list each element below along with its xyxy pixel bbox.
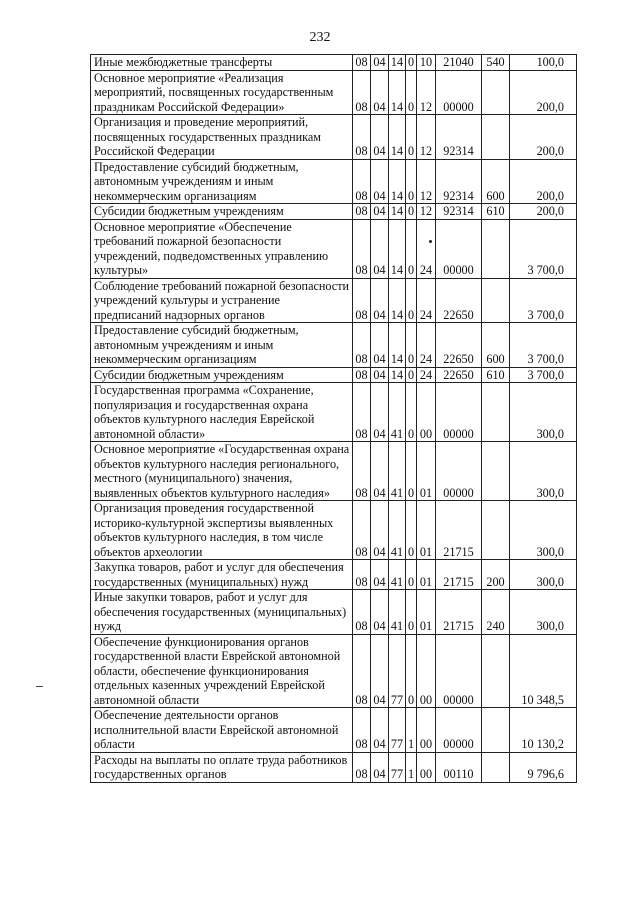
table-row <box>91 560 577 590</box>
subsection-code: 04 <box>371 383 389 442</box>
subsection-code: 04 <box>371 590 389 635</box>
direction-code: 92314 <box>436 115 482 160</box>
direction-code: 21715 <box>436 501 482 560</box>
table-row <box>91 115 577 160</box>
section-code: 08 <box>353 367 371 383</box>
table-row <box>91 159 577 204</box>
amount: 10 130,2 <box>510 708 577 753</box>
subsection-code: 04 <box>371 634 389 708</box>
expense-type-code <box>482 219 510 278</box>
expense-name: Основное мероприятие «Реализация мероприятий, посвященных государственным праздникам Российской Федерации» <box>91 70 353 115</box>
table-row <box>91 219 577 278</box>
expense-name: Предоставление субсидий бюджетным, автономным учреждениям и иным некоммерческим организациям <box>91 159 353 204</box>
expense-name: Организация проведения государственной историко-культурной экспертизы выявленных объектов культурного наследия, в том числе объектов археологии <box>91 501 353 560</box>
expense-name: Обеспечение деятельности органов исполнительной власти Еврейской автономной области <box>91 708 353 753</box>
expense-name: Соблюдение требований пожарной безопасности учреждений культуры и устранение предписаний надзорных органов <box>91 278 353 323</box>
expense-type-code <box>482 383 510 442</box>
event-code: 01 <box>417 501 436 560</box>
amount: 300,0 <box>510 560 577 590</box>
subprogram-code: 0 <box>406 219 417 278</box>
table-row <box>91 708 577 753</box>
section-code: 08 <box>353 590 371 635</box>
event-code: 24 <box>417 278 436 323</box>
subprogram-code: 0 <box>406 323 417 368</box>
program-code: 41 <box>389 383 406 442</box>
subprogram-code: 0 <box>406 55 417 71</box>
subprogram-code: 1 <box>406 752 417 782</box>
table-row <box>91 442 577 501</box>
expense-name: Организация и проведение мероприятий, посвященных государственных праздникам Российской Федерации <box>91 115 353 160</box>
program-code: 14 <box>389 204 406 220</box>
program-code: 14 <box>389 115 406 160</box>
expense-type-code: 240 <box>482 590 510 635</box>
event-code: 24 <box>417 219 436 278</box>
expense-type-code: 610 <box>482 367 510 383</box>
expense-name: Иные закупки товаров, работ и услуг для обеспечения государственных (муниципальных) нужд <box>91 590 353 635</box>
subsection-code: 04 <box>371 323 389 368</box>
direction-code: 00000 <box>436 383 482 442</box>
direction-code: 21715 <box>436 590 482 635</box>
event-code: 01 <box>417 442 436 501</box>
amount: 300,0 <box>510 442 577 501</box>
expense-type-code <box>482 442 510 501</box>
table-row <box>91 323 577 368</box>
amount: 300,0 <box>510 383 577 442</box>
amount: 300,0 <box>510 501 577 560</box>
subprogram-code: 0 <box>406 442 417 501</box>
program-code: 77 <box>389 634 406 708</box>
subsection-code: 04 <box>371 752 389 782</box>
amount: 300,0 <box>510 590 577 635</box>
program-code: 41 <box>389 590 406 635</box>
amount: 200,0 <box>510 204 577 220</box>
program-code: 14 <box>389 323 406 368</box>
subprogram-code: 0 <box>406 159 417 204</box>
expense-name: Закупка товаров, работ и услуг для обеспечения государственных (муниципальных) нужд <box>91 560 353 590</box>
table-row <box>91 278 577 323</box>
subsection-code: 04 <box>371 115 389 160</box>
program-code: 14 <box>389 278 406 323</box>
expense-name: Расходы на выплаты по оплате труда работников государственных органов <box>91 752 353 782</box>
table-row <box>91 55 577 71</box>
subsection-code: 04 <box>371 70 389 115</box>
amount: 200,0 <box>510 115 577 160</box>
event-code: 00 <box>417 752 436 782</box>
subprogram-code: 0 <box>406 367 417 383</box>
section-code: 08 <box>353 219 371 278</box>
direction-code: 22650 <box>436 323 482 368</box>
amount: 3 700,0 <box>510 219 577 278</box>
amount: 3 700,0 <box>510 278 577 323</box>
amount: 3 700,0 <box>510 323 577 368</box>
subsection-code: 04 <box>371 560 389 590</box>
program-code: 14 <box>389 55 406 71</box>
expense-type-code: 200 <box>482 560 510 590</box>
subsection-code: 04 <box>371 501 389 560</box>
subprogram-code: 0 <box>406 590 417 635</box>
subsection-code: 04 <box>371 367 389 383</box>
section-code: 08 <box>353 442 371 501</box>
amount: 200,0 <box>510 159 577 204</box>
expense-type-code <box>482 501 510 560</box>
program-code: 41 <box>389 442 406 501</box>
expense-type-code <box>482 752 510 782</box>
program-code: 41 <box>389 560 406 590</box>
margin-mark <box>36 686 43 687</box>
program-code: 77 <box>389 752 406 782</box>
table-row <box>91 383 577 442</box>
expense-name: Обеспечение функционирования органов государственной власти Еврейской автономной области, обеспечение функционирования отдельных казенных учреждений Еврейской автономной области <box>91 634 353 708</box>
program-code: 41 <box>389 501 406 560</box>
table-row <box>91 501 577 560</box>
event-code: 12 <box>417 204 436 220</box>
amount: 10 348,5 <box>510 634 577 708</box>
direction-code: 00000 <box>436 442 482 501</box>
amount: 100,0 <box>510 55 577 71</box>
program-code: 14 <box>389 70 406 115</box>
subprogram-code: 0 <box>406 634 417 708</box>
section-code: 08 <box>353 560 371 590</box>
section-code: 08 <box>353 752 371 782</box>
subprogram-code: 0 <box>406 204 417 220</box>
table-row <box>91 204 577 220</box>
expense-type-code: 600 <box>482 323 510 368</box>
subsection-code: 04 <box>371 55 389 71</box>
table-row <box>91 590 577 635</box>
direction-code: 21040 <box>436 55 482 71</box>
program-code: 77 <box>389 708 406 753</box>
direction-code: 22650 <box>436 278 482 323</box>
expense-type-code <box>482 634 510 708</box>
subprogram-code: 0 <box>406 501 417 560</box>
event-code: 24 <box>417 323 436 368</box>
amount: 3 700,0 <box>510 367 577 383</box>
table-row <box>91 70 577 115</box>
direction-code: 00000 <box>436 708 482 753</box>
section-code: 08 <box>353 115 371 160</box>
subsection-code: 04 <box>371 278 389 323</box>
expense-name: Основное мероприятие «Государственная охрана объектов культурного наследия регионального, местного (муниципального) значения, выявленных объектов культурного наследия» <box>91 442 353 501</box>
subsection-code: 04 <box>371 442 389 501</box>
expense-type-code: 600 <box>482 159 510 204</box>
section-code: 08 <box>353 383 371 442</box>
section-code: 08 <box>353 501 371 560</box>
section-code: 08 <box>353 55 371 71</box>
event-code: 01 <box>417 560 436 590</box>
subprogram-code: 0 <box>406 115 417 160</box>
page-number: 232 <box>309 30 331 45</box>
direction-code: 92314 <box>436 159 482 204</box>
table-row <box>91 634 577 708</box>
program-code: 14 <box>389 367 406 383</box>
expense-name: Иные межбюджетные трансферты <box>91 55 353 71</box>
expense-type-code: 610 <box>482 204 510 220</box>
expense-type-code <box>482 278 510 323</box>
section-code: 08 <box>353 708 371 753</box>
expense-name: Государственная программа «Сохранение, популяризация и государственная охрана объектов культурного наследия Еврейской автономной области» <box>91 383 353 442</box>
event-code: 12 <box>417 70 436 115</box>
direction-code: 21715 <box>436 560 482 590</box>
event-code: 10 <box>417 55 436 71</box>
section-code: 08 <box>353 70 371 115</box>
section-code: 08 <box>353 278 371 323</box>
subsection-code: 04 <box>371 708 389 753</box>
amount: 200,0 <box>510 70 577 115</box>
budget-table-body <box>91 55 577 783</box>
subsection-code: 04 <box>371 159 389 204</box>
section-code: 08 <box>353 634 371 708</box>
direction-code: 00000 <box>436 70 482 115</box>
section-code: 08 <box>353 323 371 368</box>
section-code: 08 <box>353 159 371 204</box>
amount: 9 796,6 <box>510 752 577 782</box>
subprogram-code: 0 <box>406 278 417 323</box>
event-code: 12 <box>417 159 436 204</box>
table-row <box>91 752 577 782</box>
direction-code: 00110 <box>436 752 482 782</box>
subprogram-code: 0 <box>406 383 417 442</box>
event-code: 01 <box>417 590 436 635</box>
subprogram-code: 0 <box>406 70 417 115</box>
direction-code: 00000 <box>436 634 482 708</box>
expense-name: Основное мероприятие «Обеспечение требований пожарной безопасности учреждений, подведомственных управлению культуры» <box>91 219 353 278</box>
table-row <box>91 367 577 383</box>
expense-type-code <box>482 708 510 753</box>
expense-name: Субсидии бюджетным учреждениям <box>91 204 353 220</box>
expense-name: Субсидии бюджетным учреждениям <box>91 367 353 383</box>
event-code: 00 <box>417 383 436 442</box>
expense-type-code <box>482 115 510 160</box>
stray-dot-mark <box>429 240 432 243</box>
event-code: 00 <box>417 634 436 708</box>
program-code: 14 <box>389 219 406 278</box>
direction-code: 92314 <box>436 204 482 220</box>
program-code: 14 <box>389 159 406 204</box>
subsection-code: 04 <box>371 204 389 220</box>
expense-name: Предоставление субсидий бюджетным, автономным учреждениям и иным некоммерческим организациям <box>91 323 353 368</box>
budget-table <box>90 54 577 783</box>
subprogram-code: 1 <box>406 708 417 753</box>
subprogram-code: 0 <box>406 560 417 590</box>
event-code: 00 <box>417 708 436 753</box>
event-code: 12 <box>417 115 436 160</box>
subsection-code: 04 <box>371 219 389 278</box>
expense-type-code <box>482 70 510 115</box>
direction-code: 00000 <box>436 219 482 278</box>
section-code: 08 <box>353 204 371 220</box>
expense-type-code: 540 <box>482 55 510 71</box>
direction-code: 22650 <box>436 367 482 383</box>
event-code: 24 <box>417 367 436 383</box>
